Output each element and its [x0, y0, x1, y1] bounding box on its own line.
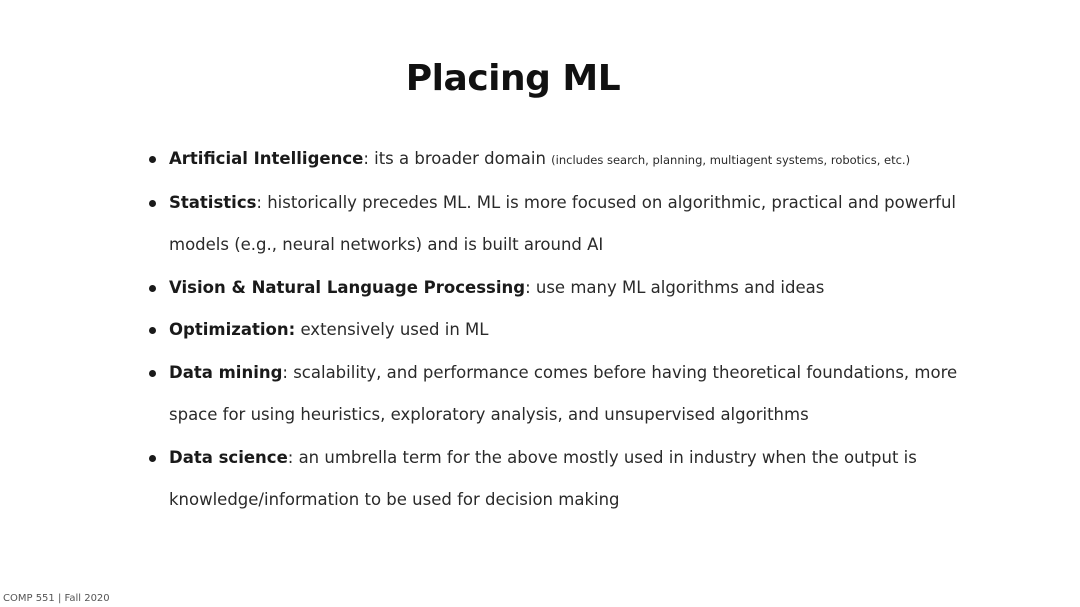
bullet-term: Data science [169, 447, 288, 467]
bullet-text: : its a broader domain [363, 149, 552, 168]
bullet-data-mining-continuation [149, 394, 969, 437]
bullet-note: (includes search, planning, multiagent systems, robotics, etc.) [551, 153, 911, 167]
bullet-text: : use many ML algorithms and ideas [525, 277, 825, 297]
bullet-text: : historically precedes ML. ML is more focused on algorithmic, practical and powerful [256, 192, 957, 212]
bullet-data-science-continuation [149, 479, 969, 522]
bullet-data-science [149, 437, 969, 480]
bullet-term: Artificial Intelligence [169, 149, 364, 168]
slide-footer: COMP 551 | Fall 2020 [3, 593, 110, 604]
slide-title: Placing ML [405, 58, 621, 99]
bullet-dot-icon [149, 156, 156, 163]
bullet-term: Statistics [169, 192, 257, 212]
bullet-list [149, 138, 969, 522]
bullet-dot-icon [149, 200, 156, 207]
bullet-continuation-text: space for using heuristics, exploratory analysis, and unsupervised algorithms [169, 405, 809, 424]
bullet-dot-icon [149, 455, 156, 462]
bullet-continuation-text: models (e.g., neural networks) and is built around AI [169, 235, 604, 254]
bullet-dot-icon [149, 285, 156, 292]
bullet-continuation-text: knowledge/information to be used for decision making [169, 490, 620, 509]
bullet-dot-icon [149, 327, 156, 334]
bullet-statistics [149, 182, 969, 225]
bullet-data-mining [149, 352, 969, 395]
bullet-text: : scalability, and performance comes before having theoretical foundations, more [282, 362, 958, 382]
bullet-vision-nlp [149, 267, 969, 310]
bullet-term: Vision & Natural Language Processing [169, 277, 526, 297]
bullet-optimization [149, 309, 969, 352]
bullet-text: extensively used in ML [295, 320, 489, 339]
bullet-text: : an umbrella term for the above mostly used in industry when the output is [287, 447, 917, 467]
bullet-dot-icon [149, 370, 156, 377]
bullet-term: Optimization: [169, 320, 296, 339]
bullet-term: Data mining [169, 362, 283, 382]
bullet-artificial-intelligence [149, 138, 969, 182]
bullet-statistics-continuation [149, 224, 969, 267]
